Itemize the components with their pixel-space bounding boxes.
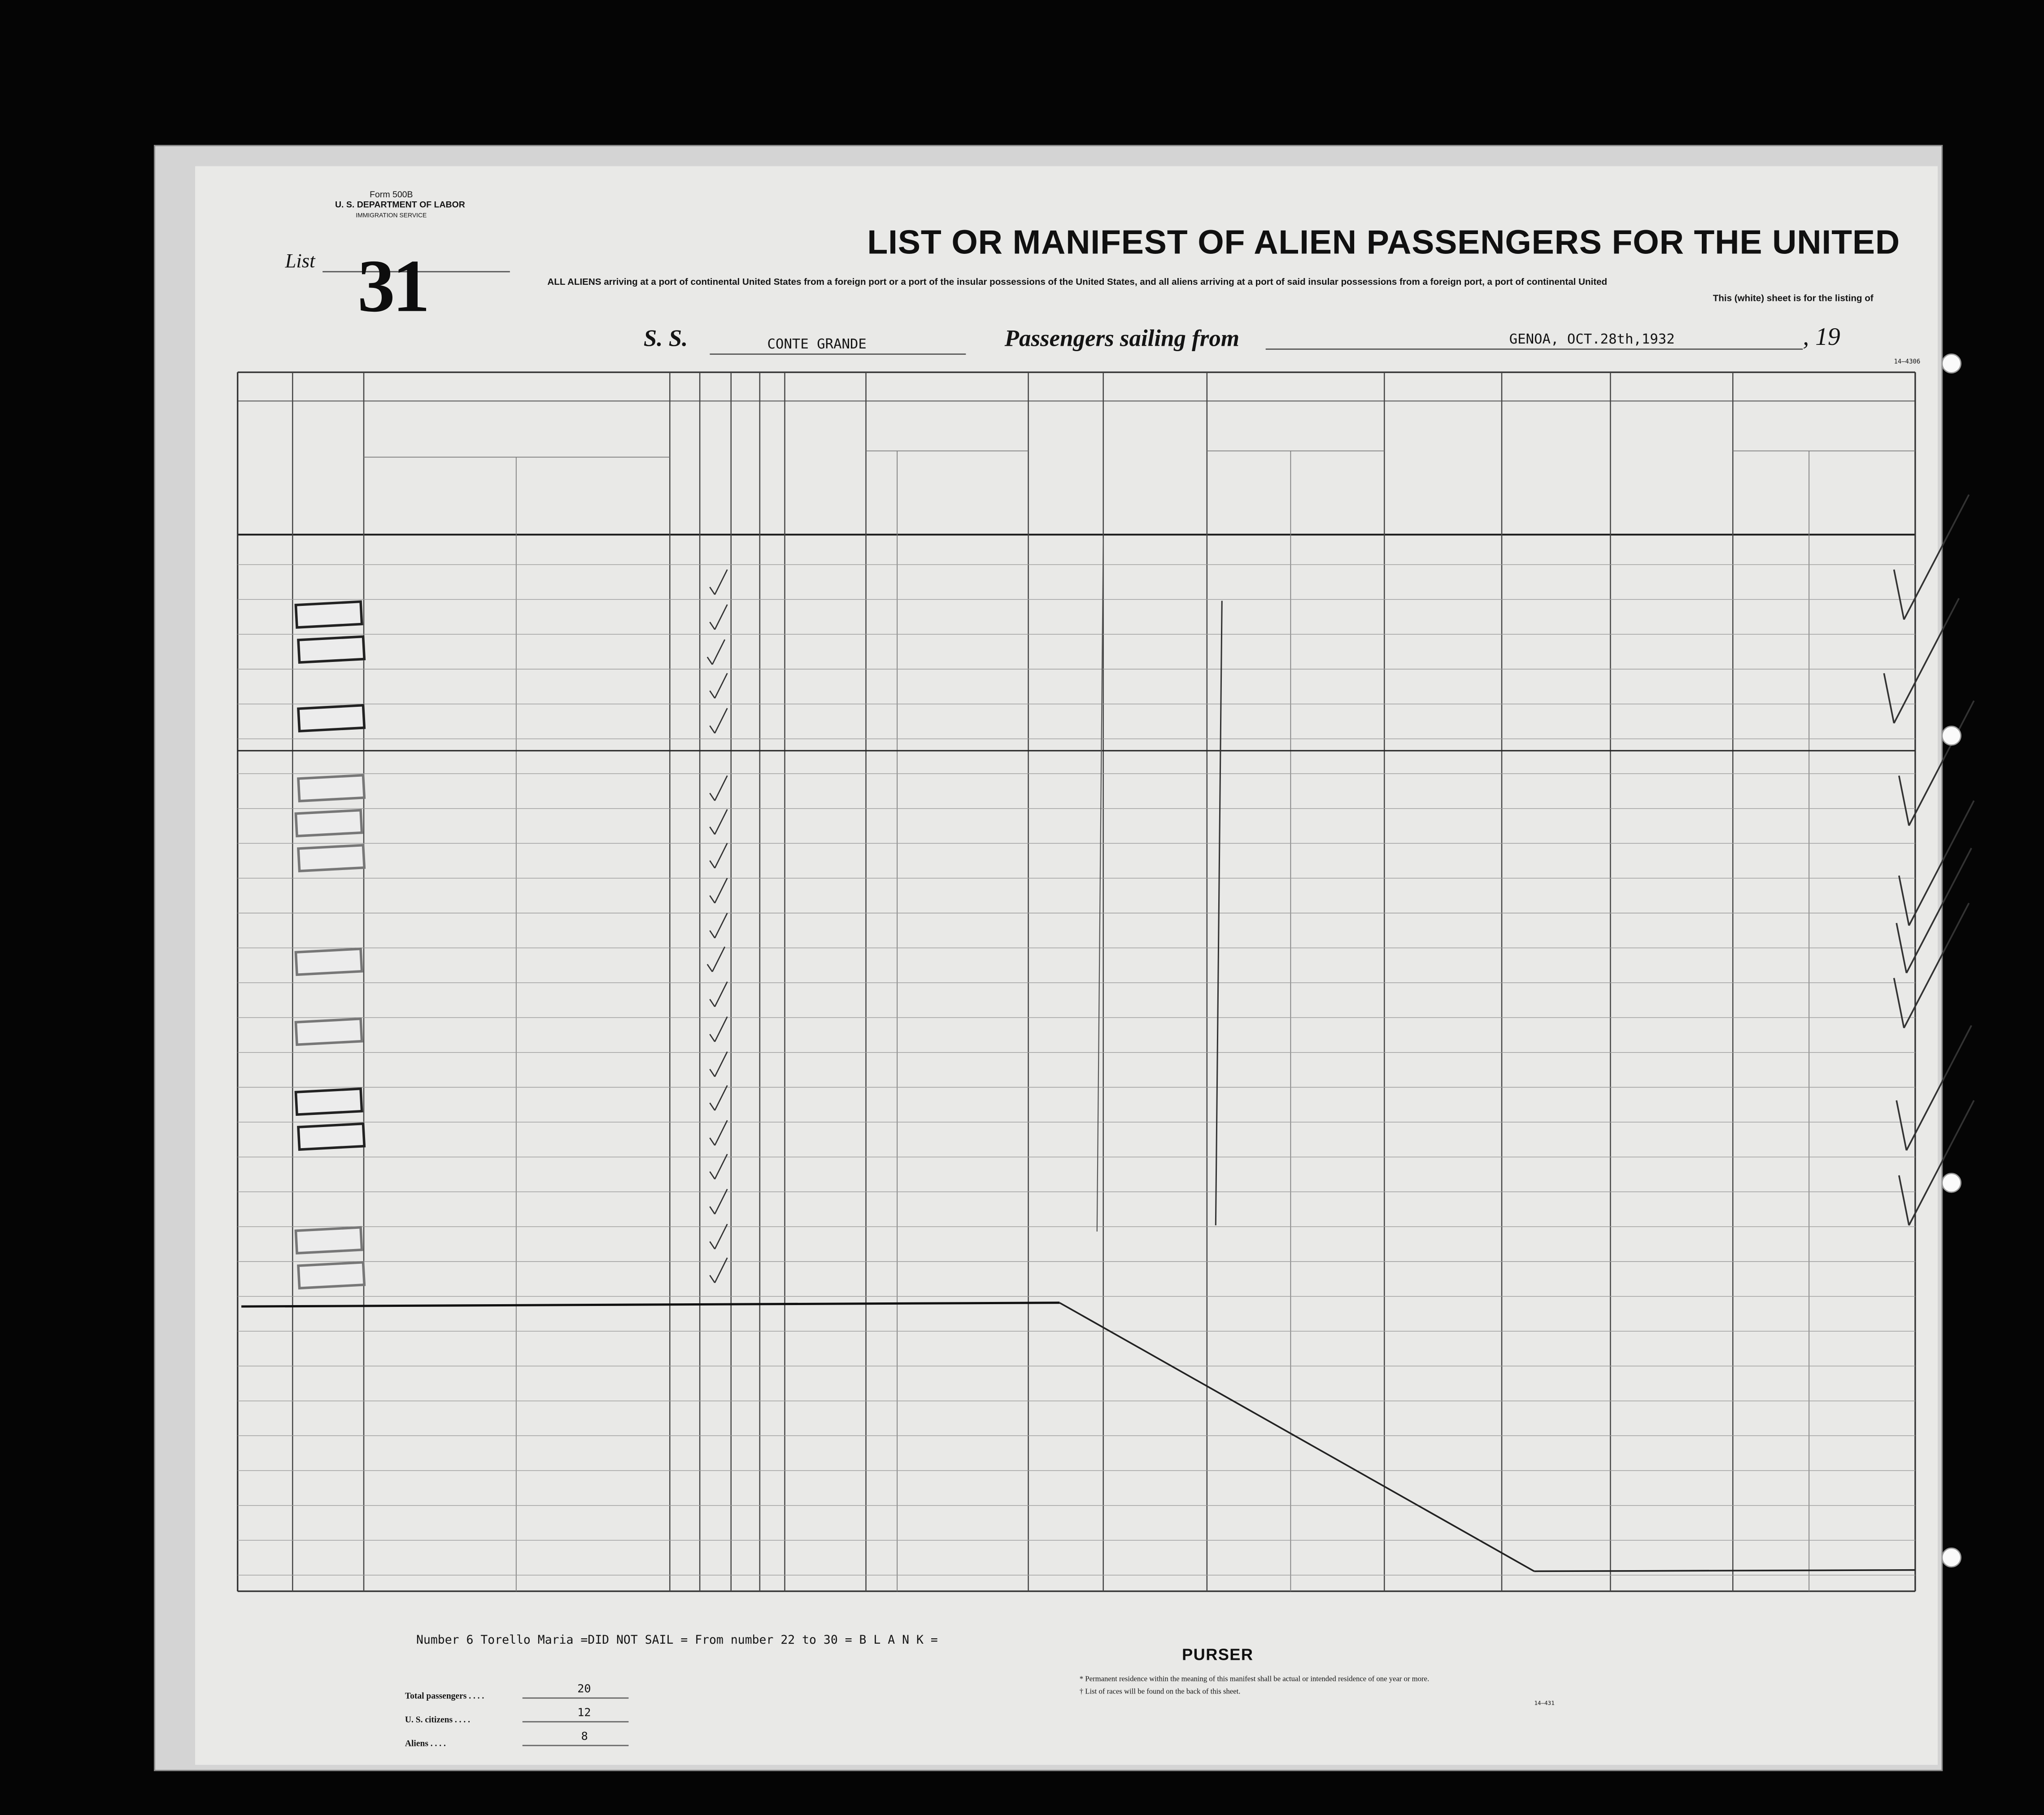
tick-mark (710, 1103, 715, 1110)
service-name: IMMIGRATION SERVICE (356, 212, 427, 220)
binder-hole (1941, 1548, 1961, 1568)
year-label: , 19 (1803, 323, 1840, 351)
list-number: 31 (357, 244, 428, 327)
us-citizen-stamp (297, 1261, 366, 1289)
tick-mark (715, 708, 728, 733)
tick-mark (715, 1120, 728, 1145)
tick-mark (710, 1206, 715, 1214)
tick-mark (710, 587, 715, 595)
check-mark (1896, 1101, 1906, 1150)
tick-mark (710, 793, 715, 801)
check-mark (1909, 1101, 1974, 1225)
check-mark (1899, 875, 1909, 925)
total-label: Total passengers . . . . (405, 1691, 484, 1702)
tick-mark (712, 640, 725, 665)
tick-mark (715, 673, 728, 698)
tick-mark (715, 776, 728, 801)
check-mark (1906, 1026, 1971, 1150)
binder-hole (1941, 1173, 1961, 1193)
citizens-label: U. S. citizens . . . . (405, 1715, 471, 1725)
form-number: Form 500B (370, 191, 413, 200)
tick-mark (715, 605, 728, 630)
us-citizen-stamp (297, 774, 366, 802)
list-label: List (285, 251, 315, 273)
us-citizen-stamp (297, 844, 366, 872)
tick-mark (715, 913, 728, 938)
check-mark (1904, 495, 1969, 619)
us-citizen-stamp (295, 600, 363, 628)
tick-mark (715, 1085, 728, 1110)
aliens-underline (523, 1745, 629, 1746)
us-citizen-stamp (297, 635, 366, 663)
binder-hole (1941, 353, 1961, 374)
aliens-value: 8 (581, 1731, 588, 1744)
tick-mark (715, 982, 728, 1007)
us-citizen-stamp (295, 1087, 363, 1115)
tick-mark (710, 1034, 715, 1042)
tick-mark (715, 810, 728, 835)
sailing-port-date: GENOA, OCT.28th,1932 (1509, 331, 1675, 348)
check-mark (1894, 978, 1904, 1028)
footer-code: 14—431 (1534, 1701, 1555, 1708)
tick-mark (715, 1154, 728, 1179)
tick-mark (710, 1171, 715, 1179)
tick-mark (710, 1241, 715, 1249)
us-citizen-stamp (297, 705, 366, 733)
table-grid (85, 76, 2044, 1815)
check-mark (1899, 1175, 1909, 1225)
tick-mark (715, 1224, 728, 1249)
manifest-subtitle-2: This (white) sheet is for the listing of (1713, 292, 1874, 304)
blank-diagonal-line (1059, 1303, 1534, 1571)
manifest-sheet (85, 76, 2044, 1815)
tick-mark (715, 878, 728, 903)
scanned-document (85, 76, 1933, 1749)
check-mark (1909, 701, 1974, 825)
department-name: U. S. DEPARTMENT OF LABOR (335, 201, 465, 210)
footnote-races: † List of races will be found on the back of this sheet. (1079, 1689, 1241, 1697)
us-citizen-stamp (297, 1122, 366, 1150)
us-citizen-stamp (295, 1018, 363, 1046)
tick-mark (710, 691, 715, 698)
ss-label: S. S. (643, 326, 688, 353)
manifest-title: LIST OR MANIFEST OF ALIEN PASSENGERS FOR THE UNITED (867, 223, 1900, 261)
tick-mark (710, 896, 715, 903)
tick-mark (715, 1052, 728, 1077)
footnote-residence: * Permanent residence within the meaning of this manifest shall be actual or intended residence of one year or more. (1079, 1676, 1429, 1684)
citizens-value: 12 (577, 1707, 591, 1720)
tick-mark (707, 657, 712, 665)
sailing-label: Passengers sailing from (1004, 326, 1240, 353)
corner-code: 14—4306 (1894, 358, 1921, 366)
tick-mark (710, 1275, 715, 1283)
handwritten-bracket (1097, 538, 1103, 1232)
total-underline (523, 1697, 629, 1699)
blank-bottom-line (1534, 1570, 1915, 1571)
us-citizen-stamp (295, 1226, 363, 1254)
check-mark (1884, 673, 1894, 723)
us-citizen-stamp (295, 809, 363, 837)
tick-mark (710, 622, 715, 630)
binder-hole (1941, 726, 1961, 746)
manifest-subtitle: ALL ALIENS arriving at a port of continental United States from a foreign port or a port of the insular possessions of the United States, and all aliens arriving at a port of said insular possessions from a foreign port, a port of continental United (547, 276, 1608, 287)
tick-mark (707, 964, 712, 972)
check-mark (1904, 903, 1969, 1028)
tick-mark (715, 1017, 728, 1042)
purser-label: PURSER (1182, 1645, 1254, 1664)
tick-mark (710, 931, 715, 938)
tick-mark (715, 843, 728, 868)
check-mark (1899, 776, 1909, 826)
footer-note: Number 6 Torello Maria =DID NOT SAIL = From number 22 to 30 = B L A N K = (416, 1633, 938, 1648)
tick-mark (710, 861, 715, 868)
us-citizen-stamp (295, 948, 363, 976)
check-mark (1894, 570, 1904, 619)
aliens-label: Aliens . . . . (405, 1738, 446, 1749)
total-value: 20 (577, 1684, 591, 1697)
citizens-underline (523, 1721, 629, 1723)
tick-mark (715, 570, 728, 595)
tick-mark (710, 999, 715, 1007)
tick-mark (715, 1189, 728, 1214)
ship-name: CONTE GRANDE (767, 336, 867, 353)
tick-mark (710, 726, 715, 733)
tick-mark (710, 1138, 715, 1145)
tick-mark (710, 1069, 715, 1077)
tick-mark (710, 827, 715, 835)
tick-mark (712, 947, 725, 972)
